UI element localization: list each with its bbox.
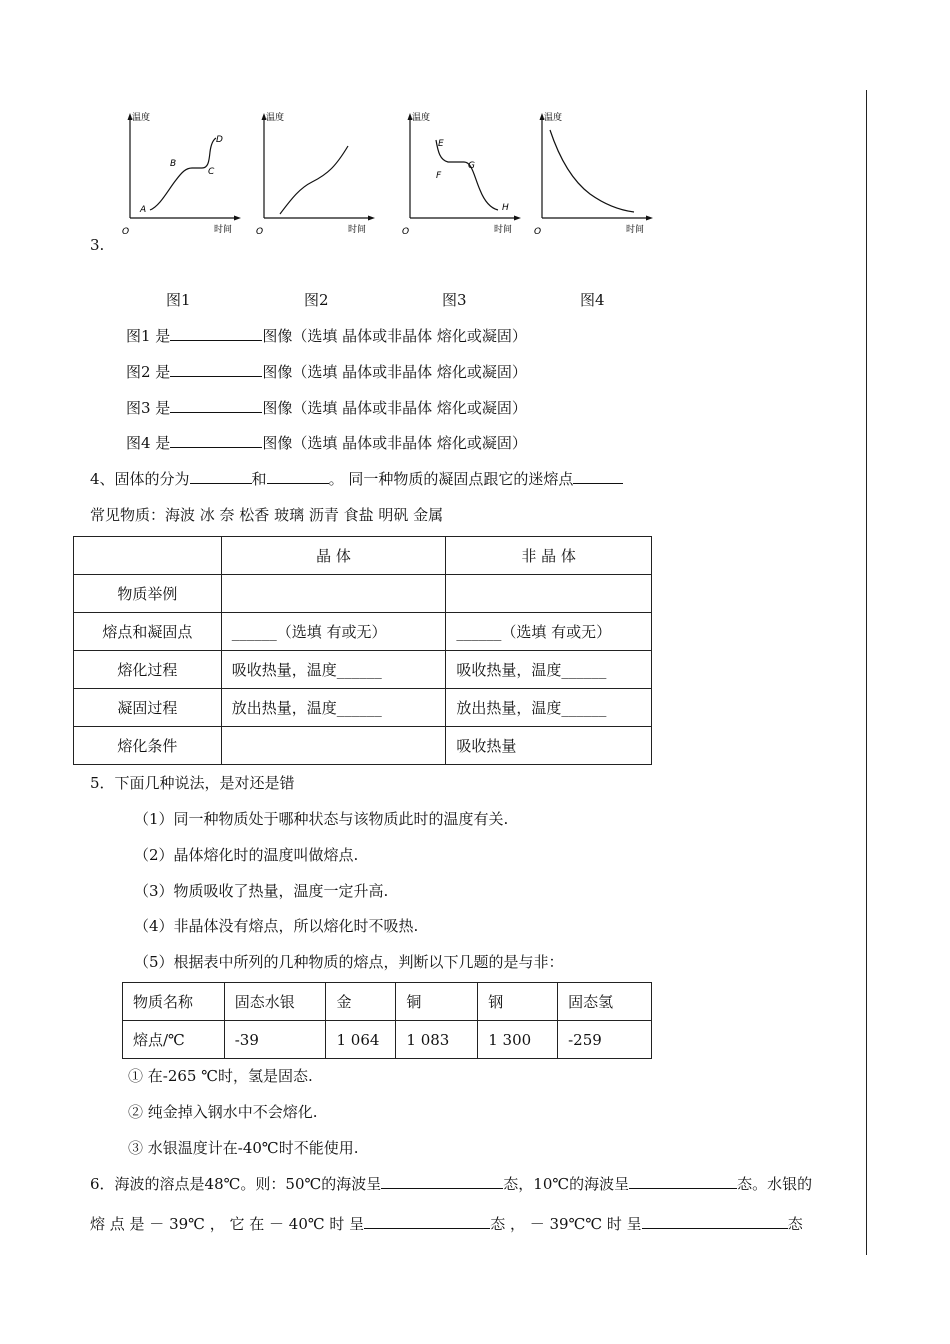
q5-subitem-3: ③ 水银温度计在-40℃时不能使用. [128, 1139, 359, 1157]
q4-common-substances: 常见物质：海波 冰 奈 松香 玻璃 沥青 食盐 明矾 金属 [90, 506, 444, 524]
q5-subitem-1: ① 在-265 ℃时，氢是固态. [128, 1067, 313, 1085]
table-header-row [74, 537, 652, 575]
table-row [74, 689, 652, 727]
crystal-cell[interactable]: 吸收热量，温度______ [221, 651, 446, 689]
caption-fig-3: 图3 [442, 291, 467, 309]
q3-number: 3. [90, 236, 105, 254]
q6-blank-1[interactable] [381, 1174, 503, 1189]
q3-blank-4[interactable] [170, 433, 262, 448]
q3-line-3 [126, 397, 527, 418]
q3-blank-2[interactable] [170, 362, 262, 377]
graph-3 [398, 110, 523, 240]
row-label: 熔点和凝固点 [74, 613, 222, 651]
graph-1-point-a: A [140, 205, 147, 215]
caption-fig-1: 图1 [166, 291, 191, 309]
right-margin-rule [866, 90, 867, 1255]
header-crystal: 晶 体 [221, 537, 446, 575]
row-label: 熔化过程 [74, 651, 222, 689]
graph-3-y-label: 温度 [412, 113, 431, 123]
q6-blank-2[interactable] [629, 1174, 737, 1189]
q6-line-1 [90, 1173, 812, 1194]
q3-line-2-suffix: 图像（选填 晶体或非晶体 熔化或凝固） [262, 363, 527, 381]
graph-4 [530, 110, 655, 240]
q3-line-2-prefix: 图2 是 [126, 363, 171, 381]
q6-line-2-c: 态 [787, 1215, 803, 1233]
q3-line-1-prefix: 图1 是 [126, 327, 171, 345]
q6-line-2 [90, 1213, 803, 1234]
melting-point-label: 熔点/℃ [123, 1021, 225, 1059]
table-header-row [123, 983, 652, 1021]
graph-1-point-c: C [208, 167, 215, 177]
crystal-cell[interactable] [221, 727, 446, 765]
header-solid-mercury: 固态水银 [224, 983, 326, 1021]
q5-subitem-2: ② 纯金掉入钢水中不会熔化. [128, 1103, 318, 1121]
graph-2-x-label: 时间 [348, 225, 367, 235]
q4-part-2: 和 [251, 470, 267, 488]
graph-1-y-label: 温度 [132, 113, 151, 123]
table-row [74, 575, 652, 613]
q6-line-1-b: 态，10℃的海波呈 [503, 1175, 630, 1193]
row-label: 物质举例 [74, 575, 222, 613]
q5-item-3: （3）物质吸收了热量，温度一定升高. [134, 882, 389, 900]
value-gold: 1 064 [326, 1021, 396, 1059]
graph-2-origin: O [256, 227, 264, 237]
graph-4-x-label: 时间 [626, 225, 645, 235]
graph-1-x-label: 时间 [214, 225, 233, 235]
value-solid-mercury: -39 [224, 1021, 326, 1059]
header-cell-empty [74, 537, 222, 575]
graph-4-origin: O [534, 227, 542, 237]
amorphous-cell[interactable] [446, 575, 652, 613]
header-solid-hydrogen: 固态氢 [558, 983, 652, 1021]
q3-line-3-suffix: 图像（选填 晶体或非晶体 熔化或凝固） [262, 399, 527, 417]
graph-3-point-e: E [438, 139, 444, 149]
amorphous-cell[interactable]: 吸收热量，温度______ [446, 651, 652, 689]
q5-item-2: （2）晶体熔化时的温度叫做熔点. [134, 846, 359, 864]
graph-1-origin: O [122, 227, 130, 237]
table-row [74, 651, 652, 689]
q5-item-1: （1）同一种物质处于哪种状态与该物质此时的温度有关. [134, 810, 509, 828]
graph-1-point-d: D [216, 135, 223, 145]
q3-line-4-suffix: 图像（选填 晶体或非晶体 熔化或凝固） [262, 434, 527, 452]
q6-blank-3[interactable] [364, 1214, 490, 1229]
crystal-cell[interactable]: ______（选填 有或无） [221, 613, 446, 651]
graph-3-point-f: F [436, 171, 442, 181]
q3-blank-3[interactable] [170, 398, 262, 413]
amorphous-cell: 吸收热量 [446, 727, 652, 765]
crystal-cell[interactable] [221, 575, 446, 613]
crystal-cell[interactable]: 放出热量，温度______ [221, 689, 446, 727]
value-solid-hydrogen: -259 [558, 1021, 652, 1059]
graph-3-point-h: H [502, 203, 509, 213]
q5-title: 5．下面几种说法，是对还是错 [90, 774, 295, 792]
q3-line-1-suffix: 图像（选填 晶体或非晶体 熔化或凝固） [262, 327, 527, 345]
graph-3-x-label: 时间 [494, 225, 513, 235]
q5-item-5: （5）根据表中所列的几种物质的熔点，判断以下几题的是与非： [134, 953, 564, 971]
q3-line-4-prefix: 图4 是 [126, 434, 171, 452]
amorphous-cell[interactable]: 放出热量，温度______ [446, 689, 652, 727]
q4-blank-2[interactable] [267, 469, 329, 484]
q3-line-1 [126, 325, 527, 346]
header-substance: 物质名称 [123, 983, 225, 1021]
graph-1-point-b: B [170, 159, 177, 169]
amorphous-cell[interactable]: ______（选填 有或无） [446, 613, 652, 651]
q5-item-4: （4）非晶体没有熔点，所以熔化时不吸热. [134, 917, 419, 935]
q3-blank-1[interactable] [170, 326, 262, 341]
q3-line-3-prefix: 图3 是 [126, 399, 171, 417]
table-row [123, 1021, 652, 1059]
q4-part-3: 。 同一种物质的凝固点跟它的迷熔点 [328, 470, 574, 488]
graph-3-origin: O [402, 227, 410, 237]
q4-blank-3[interactable] [573, 469, 623, 484]
graph-2-y-label: 温度 [266, 113, 285, 123]
melting-point-table [122, 982, 652, 1059]
q4-part-1: 4、固体的分为 [90, 470, 190, 488]
q4-blank-1[interactable] [190, 469, 252, 484]
header-steel: 钢 [478, 983, 558, 1021]
q6-line-1-c: 态。水银的 [737, 1175, 813, 1193]
q6-line-1-a: 6．海波的溶点是48℃。则：50℃的海波呈 [90, 1175, 382, 1193]
q6-blank-4[interactable] [642, 1214, 788, 1229]
row-label: 熔化条件 [74, 727, 222, 765]
row-label: 凝固过程 [74, 689, 222, 727]
q6-line-2-a: 熔 点 是 － 39℃ ， 它 在 － 40℃ 时 呈 [90, 1215, 365, 1233]
q3-line-4 [126, 432, 527, 453]
q6-line-2-b: 态 ， － 39℃℃ 时 呈 [490, 1215, 642, 1233]
crystal-comparison-table [73, 536, 652, 765]
graph-4-y-label: 温度 [544, 113, 563, 123]
value-copper: 1 083 [396, 1021, 478, 1059]
q3-line-2 [126, 361, 527, 382]
graph-1 [118, 110, 243, 240]
graph-3-point-g: G [468, 161, 475, 171]
table-row [74, 613, 652, 651]
graph-2 [252, 110, 377, 240]
caption-fig-4: 图4 [580, 291, 605, 309]
header-gold: 金 [326, 983, 396, 1021]
value-steel: 1 300 [478, 1021, 558, 1059]
table-row [74, 727, 652, 765]
header-amorphous: 非 晶 体 [446, 537, 652, 575]
q4-line [90, 468, 623, 489]
header-copper: 铜 [396, 983, 478, 1021]
caption-fig-2: 图2 [304, 291, 329, 309]
